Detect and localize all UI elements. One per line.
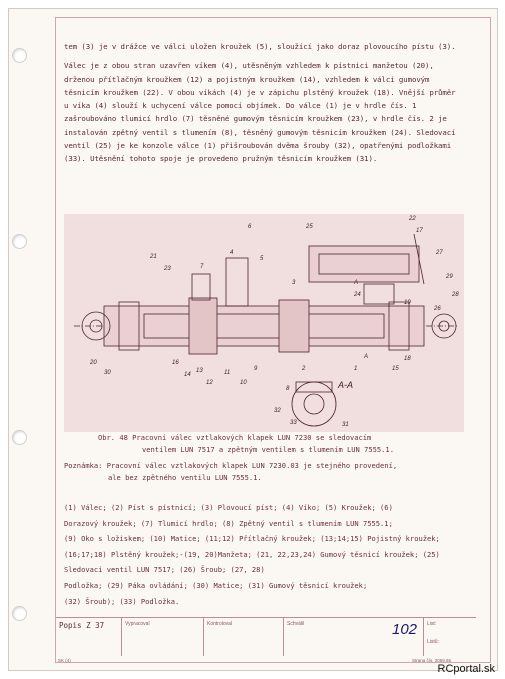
label: 33 [290, 420, 297, 426]
label: 2 [302, 366, 306, 372]
label: 27 [436, 250, 443, 256]
label: 25 [306, 224, 313, 230]
label: 10 [240, 380, 247, 386]
label: 30 [104, 370, 111, 376]
label: 9 [254, 366, 258, 372]
label: 15 [392, 366, 399, 372]
label: 16 [172, 360, 179, 366]
label: 18 [404, 356, 411, 362]
label: 32 [274, 408, 281, 414]
paragraph: Válec je z obou stran uzavřen víkem (4), utěsněným vzhledem k pístnici manžetou (20), drženou přítlačným kroužkem (12) a pojistným kroužkem (14), vzhledem k válci gumovým těsnicím kroužkem (22). V obou víkách (4) je v zápichu plstěný kroužek (18). Vnější průměr u víka (4) slouží k uchycení válce pomocí objímek. Do válce (1) je v hrdle čís. 1 zašroubováno tlumicí hrdlo (7) těsněné gumovým těsnicím kroužkem (23), v hrdle čís. 2 je instalován zpětný ventil s tlumením (8), těsněný gumovým těsnicím kroužkem (24). Sledovací ventil (25) je ke konzole válce (1) přišroubován dvěma šrouby (32), opatřenými podložkami (33). Utěsnění tohoto spoje je provedeno pružným těsnicím kroužkem (31). [64, 61, 456, 164]
label: 3 [292, 280, 296, 286]
label: 29 [446, 274, 453, 280]
figure-caption [98, 432, 448, 455]
checked-by-label: Kontroloval [207, 621, 233, 627]
label: A [354, 280, 359, 286]
title-block-cell [56, 618, 122, 656]
legend-line: Dorazový kroužek; (7) Tlumicí hrdlo; (8) Zpětný ventil s tlumením LUN 7555.1; [64, 518, 393, 528]
sheet-label: List: [427, 621, 437, 627]
label: 4 [230, 250, 234, 256]
legend-line: Podložka; (29) Páka ovládání; (30) Matice; (31) Gumový těsnicí kroužek; [64, 580, 368, 590]
label: 12 [206, 380, 213, 386]
label: 17 [416, 228, 423, 234]
follow-up-valve [309, 246, 419, 282]
body-text [64, 40, 464, 172]
label: 13 [196, 368, 203, 374]
label: 1 [354, 366, 358, 372]
label: 7 [200, 264, 204, 270]
label: 22 [409, 216, 416, 222]
document-code: Popis Z 37 [59, 621, 105, 630]
label: 26 [434, 306, 441, 312]
footnote-right: Strana čís. 2059.66 [412, 658, 452, 663]
label: 24 [354, 292, 361, 298]
hydraulic-cylinder-drawing [64, 214, 464, 432]
label: 20 [90, 360, 97, 366]
prepared-by-label: Vypracoval [125, 621, 150, 627]
paragraph: tem (3) je v drážce ve válci uložen kroužek (5), sloužící jako doraz plovoucího pístu (3). [64, 42, 456, 51]
watermark: RCportal.sk [437, 663, 495, 675]
approved-by-label: Schválil [287, 621, 305, 627]
punch-hole [12, 48, 27, 63]
section-label: A-A [338, 380, 354, 390]
label: 8 [286, 386, 290, 392]
label: 6 [248, 224, 252, 230]
label: 19 [404, 300, 411, 306]
footnote-left: SK (4) [58, 658, 71, 663]
sheets-label: Listů: [427, 639, 439, 645]
caption-line: Obr. 48 Pracovní válec vztlakových klapek LUN 7230 se sledovacím [98, 433, 372, 442]
parts-legend [64, 500, 464, 609]
label: 14 [184, 372, 191, 378]
piston [189, 298, 217, 354]
label: A [364, 354, 369, 360]
legend-line: (9) Oko s ložiskem; (10) Matice; (11;12) Přítlačný kroužek; (13;14;15) Pojistný kroužek; (16;17;18) Plstěný kroužek;-(19, 20)Manžeta; (21, 22,23,24) Gumový těsnicí kroužek; (25) Sledovací ventil LUN 7517; (26) Šroub; (27, 28) [64, 534, 440, 575]
note-line: Poznámka: Pracovní válec vztlakových klapek LUN 7230.03 je stejného provedení, [64, 461, 398, 470]
label: 11 [224, 370, 231, 376]
punch-hole [12, 234, 27, 249]
title-block-cell [204, 618, 284, 656]
floating-piston [279, 300, 309, 352]
punch-hole [12, 606, 27, 621]
cylinder-body [104, 306, 424, 346]
title-block-cell [424, 618, 476, 656]
note-line: ale bez zpětného ventilu LUN 7555.1. [108, 472, 262, 482]
label: 5 [260, 256, 264, 262]
label: 28 [452, 292, 459, 298]
title-block-cell [122, 618, 204, 656]
caption-line: ventilem LUN 7517 a zpětným ventilem s tlumením LUN 7555.1. [142, 444, 394, 454]
punch-hole [12, 430, 27, 445]
page-number: 102 [392, 621, 418, 638]
label: 31 [342, 422, 349, 428]
legend-line: (32) Šroub); (33) Podložka. [64, 596, 180, 606]
label: 23 [164, 266, 171, 272]
note [64, 460, 464, 483]
legend-line: (1) Válec; (2) Píst s pístnicí; (3) Plovoucí píst; (4) Víko; (5) Kroužek; (6) [64, 503, 393, 512]
label: 21 [150, 254, 157, 260]
